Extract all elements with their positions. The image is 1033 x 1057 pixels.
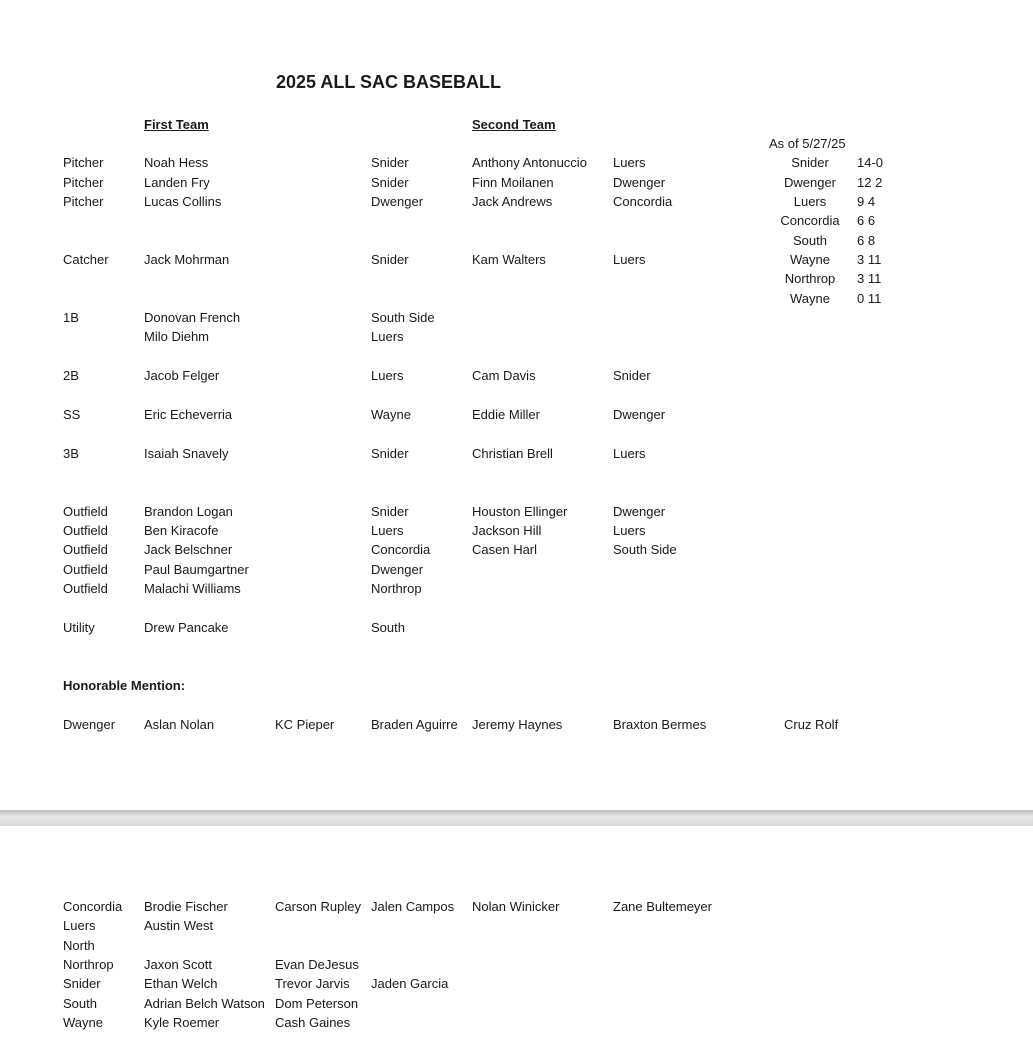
honorable-mention-heading: Honorable Mention: [63, 678, 186, 693]
standings-record: 6 6 [857, 213, 876, 228]
honorable-player: Nolan Winicker [472, 899, 560, 914]
position-label: Pitcher [63, 194, 104, 209]
first-team-header: First Team [144, 117, 209, 132]
standings-record: 9 4 [857, 194, 876, 209]
standings-record: 0 11 [857, 291, 882, 306]
standings-team: Wayne [790, 291, 830, 306]
honorable-player: Cruz Rolf [784, 717, 839, 732]
honorable-player: Brodie Fischer [144, 899, 228, 914]
honorable-school: South [63, 996, 97, 1011]
second-team-school: Luers [613, 155, 646, 170]
position-label: Pitcher [63, 155, 104, 170]
second-team-school: Dwenger [613, 407, 666, 422]
first-team-player: Jack Belschner [144, 542, 233, 557]
first-team-player: Lucas Collins [144, 194, 222, 209]
standings-team: Snider [791, 155, 829, 170]
position-label: Outfield [63, 562, 108, 577]
standings-team: Northrop [784, 271, 836, 286]
standings-record: 3 11 [857, 252, 882, 267]
position-label: SS [63, 407, 81, 422]
honorable-player: Braden Aguirre [371, 717, 458, 732]
honorable-player: KC Pieper [275, 717, 335, 732]
honorable-player: Jeremy Haynes [472, 717, 563, 732]
second-team-player: Eddie Miller [472, 407, 540, 422]
second-team-player: Finn Moilanen [472, 175, 554, 190]
first-team-player: Noah Hess [144, 155, 209, 170]
honorable-player: Zane Bultemeyer [613, 899, 712, 914]
first-team-school: Luers [371, 368, 404, 383]
first-team-school: Concordia [371, 542, 431, 557]
second-team-school: Luers [613, 446, 646, 461]
honorable-school: Snider [63, 976, 101, 991]
second-team-player: Cam Davis [472, 368, 536, 383]
honorable-player: Austin West [144, 918, 214, 933]
second-team-school: Luers [613, 252, 646, 267]
position-label: Outfield [63, 581, 108, 596]
second-team-school: Dwenger [613, 175, 666, 190]
first-team-school: Snider [371, 446, 409, 461]
standings-date: As of 5/27/25 [769, 136, 846, 151]
first-team-player: Drew Pancake [144, 620, 229, 635]
honorable-school: Wayne [63, 1015, 103, 1030]
honorable-school: Luers [63, 918, 96, 933]
second-team-player: Anthony Antonuccio [472, 155, 587, 170]
first-team-school: Dwenger [371, 562, 424, 577]
honorable-player: Carson Rupley [275, 899, 361, 914]
page-separator [0, 810, 1033, 826]
standings-team: Wayne [790, 252, 830, 267]
honorable-school: Concordia [63, 899, 123, 914]
position-label: Utility [63, 620, 95, 635]
first-team-player: Isaiah Snavely [144, 446, 229, 461]
honorable-player: Cash Gaines [275, 1015, 351, 1030]
position-label: 2B [63, 368, 79, 383]
page-title: 2025 ALL SAC BASEBALL [276, 72, 502, 92]
second-team-school: Concordia [613, 194, 673, 209]
first-team-school: Luers [371, 329, 404, 344]
honorable-player: Ethan Welch [144, 976, 218, 991]
first-team-player: Landen Fry [144, 175, 210, 190]
honorable-player: Dom Peterson [275, 996, 359, 1011]
second-team-player: Casen Harl [472, 542, 538, 557]
position-label: 3B [63, 446, 79, 461]
standings-team: South [793, 233, 827, 248]
honorable-player: Jalen Campos [371, 899, 455, 914]
position-label: Outfield [63, 542, 108, 557]
first-team-school: Snider [371, 155, 409, 170]
position-label: Pitcher [63, 175, 104, 190]
first-team-school: Snider [371, 504, 409, 519]
first-team-school: South [371, 620, 405, 635]
honorable-player: Jaden Garcia [371, 976, 449, 991]
standings-team: Luers [793, 194, 827, 209]
first-team-school: Wayne [371, 407, 411, 422]
second-team-player: Houston Ellinger [472, 504, 568, 519]
second-team-player: Jack Andrews [472, 194, 553, 209]
honorable-player: Evan DeJesus [275, 957, 359, 972]
standings-record: 6 8 [857, 233, 876, 248]
standings-team: Concordia [780, 213, 840, 228]
position-label: Outfield [63, 523, 108, 538]
first-team-player: Malachi Williams [144, 581, 241, 596]
honorable-player: Aslan Nolan [144, 717, 215, 732]
position-label: Outfield [63, 504, 108, 519]
honorable-player: Kyle Roemer [144, 1015, 220, 1030]
document-page-2 [0, 826, 1033, 1057]
first-team-school: Snider [371, 175, 409, 190]
position-label: 1B [63, 310, 79, 325]
second-team-player: Jackson Hill [472, 523, 542, 538]
first-team-player: Donovan French [144, 310, 241, 325]
second-team-school: Dwenger [613, 504, 666, 519]
first-team-school: Northrop [371, 581, 422, 596]
first-team-player: Eric Echeverria [144, 407, 233, 422]
first-team-school: South Side [371, 310, 435, 325]
standings-record: 14-0 [857, 155, 884, 170]
position-label: Catcher [63, 252, 109, 267]
second-team-header: Second Team [472, 117, 556, 132]
second-team-school: South Side [613, 542, 677, 557]
second-team-school: Snider [613, 368, 651, 383]
standings-team: Dwenger [783, 175, 837, 190]
second-team-player: Christian Brell [472, 446, 553, 461]
honorable-school: Dwenger [63, 717, 116, 732]
honorable-player: Braxton Bermes [613, 717, 707, 732]
first-team-player: Paul Baumgartner [144, 562, 249, 577]
first-team-school: Snider [371, 252, 409, 267]
standings-record: 3 11 [857, 271, 882, 286]
first-team-school: Dwenger [371, 194, 424, 209]
first-team-player: Ben Kiracofe [144, 523, 219, 538]
standings-record: 12 2 [857, 175, 883, 190]
honorable-player: Jaxon Scott [144, 957, 212, 972]
honorable-school: North [63, 938, 95, 953]
honorable-player: Trevor Jarvis [275, 976, 350, 991]
first-team-player: Brandon Logan [144, 504, 233, 519]
second-team-player: Kam Walters [472, 252, 546, 267]
first-team-school: Luers [371, 523, 404, 538]
honorable-school: Northrop [63, 957, 114, 972]
honorable-player: Adrian Belch Watson [144, 996, 265, 1011]
first-team-player: Jack Mohrman [144, 252, 230, 267]
first-team-player: Milo Diehm [144, 329, 210, 344]
second-team-school: Luers [613, 523, 646, 538]
first-team-player: Jacob Felger [144, 368, 220, 383]
